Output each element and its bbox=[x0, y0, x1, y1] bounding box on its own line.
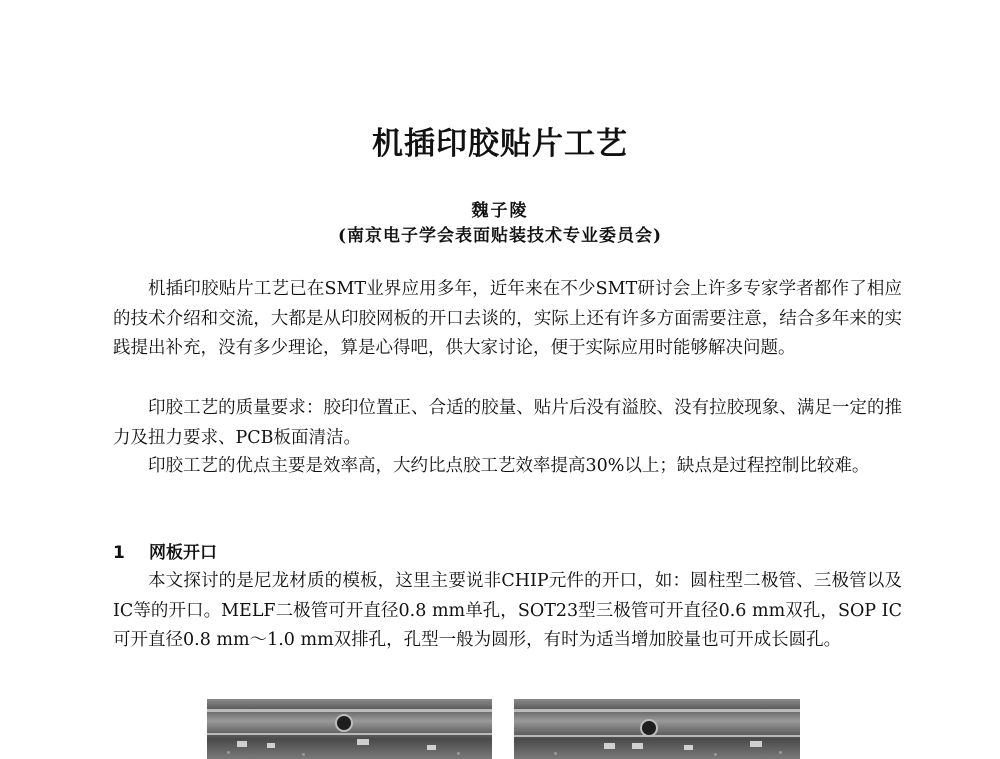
author-name: 魏子陵 bbox=[471, 201, 529, 221]
paragraph-quality: 印胶工艺的质量要求：胶印位置正、合适的胶量、贴片后没有溢胶、没有拉胶现象、满足一定的推力及扭力要求、PCB板面清洁。 bbox=[113, 398, 902, 448]
section-number: 1 bbox=[113, 543, 125, 563]
paragraph-intro: 机插印胶贴片工艺已在SMT业界应用多年，近年来在不少SMT研讨会上许多专家学者都作了相应的技术介绍和交流，大都是从印胶网板的开口去谈的，实际上还有许多方面需要注意，结合多年来的实践提出补充，没有多少理论，算是心得吧，供大家讨论，便于实际应用时能够解决问题。 bbox=[113, 279, 902, 358]
paragraph-section1: 本文探讨的是尼龙材质的模板，这里主要说非CHIP元件的开口，如：圆柱型二极管、三极管以及IC等的开口。MELF二极管可开直径0.8 mm单孔，SOT23型三极管可开直径0.6 mm双孔，SOP IC可开直径0.8 mm～1.0 mm双排孔，孔型一般为圆形，有时为适当增加胶量也可开成长圆孔。 bbox=[113, 571, 902, 650]
pcb-photo-left bbox=[207, 699, 492, 759]
page-title: 机插印胶贴片工艺 bbox=[372, 126, 628, 162]
section-heading bbox=[113, 538, 217, 563]
author-affiliation: (南京电子学会表面贴装技术专业委员会) bbox=[337, 226, 663, 246]
pcb-photo-right bbox=[514, 699, 800, 759]
section-title: 网板开口 bbox=[149, 543, 217, 563]
paragraph-advantages: 印胶工艺的优点主要是效率高，大约比点胶工艺效率提高30%以上；缺点是过程控制比较难。 bbox=[148, 456, 870, 476]
